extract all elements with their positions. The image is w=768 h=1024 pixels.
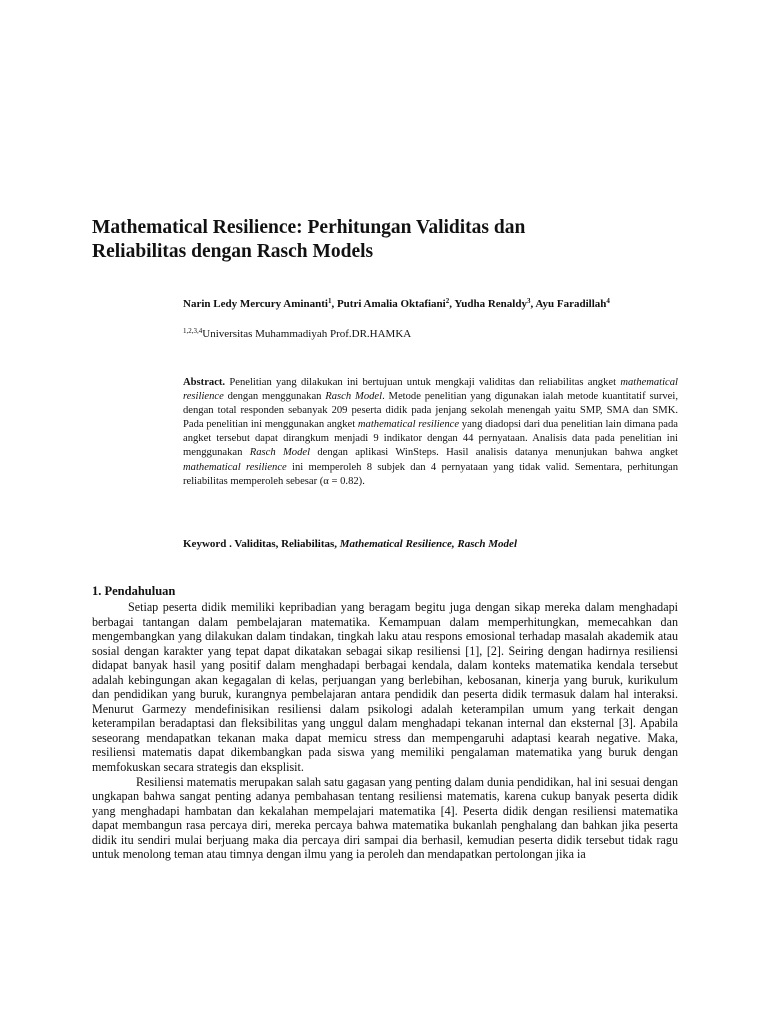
keyword-italic: Mathematical Resilience, Rasch Model — [339, 538, 517, 550]
section-body — [92, 600, 678, 862]
affiliation-superscript: 1,2,3,4 — [183, 327, 203, 335]
affiliation-text: Universitas Muhammadiyah Prof.DR.HAMKA — [202, 328, 412, 340]
author-name: Narin Ledy Mercury Aminanti — [183, 298, 328, 310]
keyword-label: Keyword . Validitas, Reliabilitas, — [183, 538, 340, 550]
body-paragraph-2: Resiliensi matematis merupakan salah satu gagasan yang penting dalam dunia pendidikan, hal ini sesuai dengan ungkapan bahwa sangat penting adanya pembahasan tentang resiliensi matematis, karena cukup banyak peserta didik yang menghadapi hambatan dan kekalahan mempelajari matematika [4]. Peserta didik dengan resiliensi matematika dapat membangun rasa percaya diri, mereka percaya bahwa matematika bukanlah penghalang dan bahkan jika peserta didik itu sendiri mulai berjuang maka dia percaya diri sampai dia berhasil, kemudian peserta didik tersebut tidak ragu untuk menolong teman atau timnya dengan ilmu yang ia peroleh dan mendapatkan pertolongan jika ia — [92, 774, 678, 862]
title-line-2: Reliabilitas dengan Rasch Models — [92, 241, 374, 262]
affiliation — [183, 327, 678, 341]
author-name: Ayu Faradillah — [535, 298, 607, 310]
author-superscript: 1 — [327, 297, 332, 305]
author-superscript: 4 — [606, 297, 610, 305]
abstract-label: Abstract. — [183, 377, 226, 388]
paper-title — [92, 216, 652, 264]
author-name: Yudha Renaldy — [454, 298, 527, 310]
section-heading: 1. Pendahuluan — [92, 584, 176, 598]
author-name: Putri Amalia Oktafiani — [336, 298, 446, 310]
abstract: Abstract. Penelitian yang dilakukan ini bertujuan untuk mengkaji validitas dan reliabilitas angket mathematical resilience dengan menggunakan Rasch Model. Metode penelitian yang digunakan ialah metode kuantitatif survei, dengan total responden sebanyak 209 peserta didik pada jenjang sekolah menengah yaitu SMP, SMA dan SMK. Pada penelitian ini menggunakan angket mathematical resilience yang diadopsi dari dua penelitian lain dimana pada angket tersebut dapat dirangkum menjadi 9 indikator dengan 44 pernyataan. Analisis data pada penelitian ini menggunakan Rasch Model dengan aplikasi WinSteps. Hasil analisis datanya menunjukan bahwa angket mathematical resilience ini memperoleh 8 subjek dan 4 pernyataan yang tidak valid. Sementara, perhitungan reliabilitas memperoleh sebesar (α = 0.82). — [183, 377, 679, 487]
keywords — [183, 537, 678, 551]
author-list: Narin Ledy Mercury Aminanti$^1$, Putri Amalia Oktafiani$^2$, Yudha Renaldy$^3$, Ayu Faradillah$^4$ — [183, 297, 610, 310]
body-paragraph-1: Setiap peserta didik memiliki kepribadian yang beragam begitu juga dengan sikap mereka dalam menghadapi berbagai tantangan dalam pembelajaran matematika. Kemampuan dalam memperhitungkan, memecahkan dan mengembangkan yang dilakukan dalam tindakan, tingkah laku atau respons emosional terhadap masalah akademik atau sosial dengan karakter yang tepat dapat dikatakan sebagai sikap resiliensi [1], [2]. Seiring dengan hadirnya resiliensi didapat banyak hasil yang positif dalam menghadapi berbagai kendala, dalam konteks matematika kendala tersebut adalah kebingungan akan kegagalan di kelas, perjuangan yang berlebihan, kebosanan, kinerja yang buruk, kurikulum dan pendidikan yang buruk, kurangnya pembelajaran antara pendidik dan peserta didik termasuk dalam hal interaksi. Menurut Garmezy mendefinisikan resiliensi dalam psikologi adalah keterampilan umum yang terkait dengan keterampilan beradaptasi dan fleksibilitas yang unggul dalam menghadapi tekanan internal dan eksternal [3]. Apabila seseorang mendapatkan tekanan maka dapat memicu stress dan mempengaruhi adaptasi kearah negative. Maka, resiliensi matematis dapat dikembangkan pada siswa yang memiliki pengalaman matematika yang buruk dengan memfokuskan secara strategis dan eksplisit. — [92, 600, 678, 775]
title-line-1: Mathematical Resilience: Perhitungan Validitas dan — [92, 217, 526, 238]
author-superscript: 2 — [445, 297, 450, 305]
author-superscript: 3 — [526, 297, 531, 305]
